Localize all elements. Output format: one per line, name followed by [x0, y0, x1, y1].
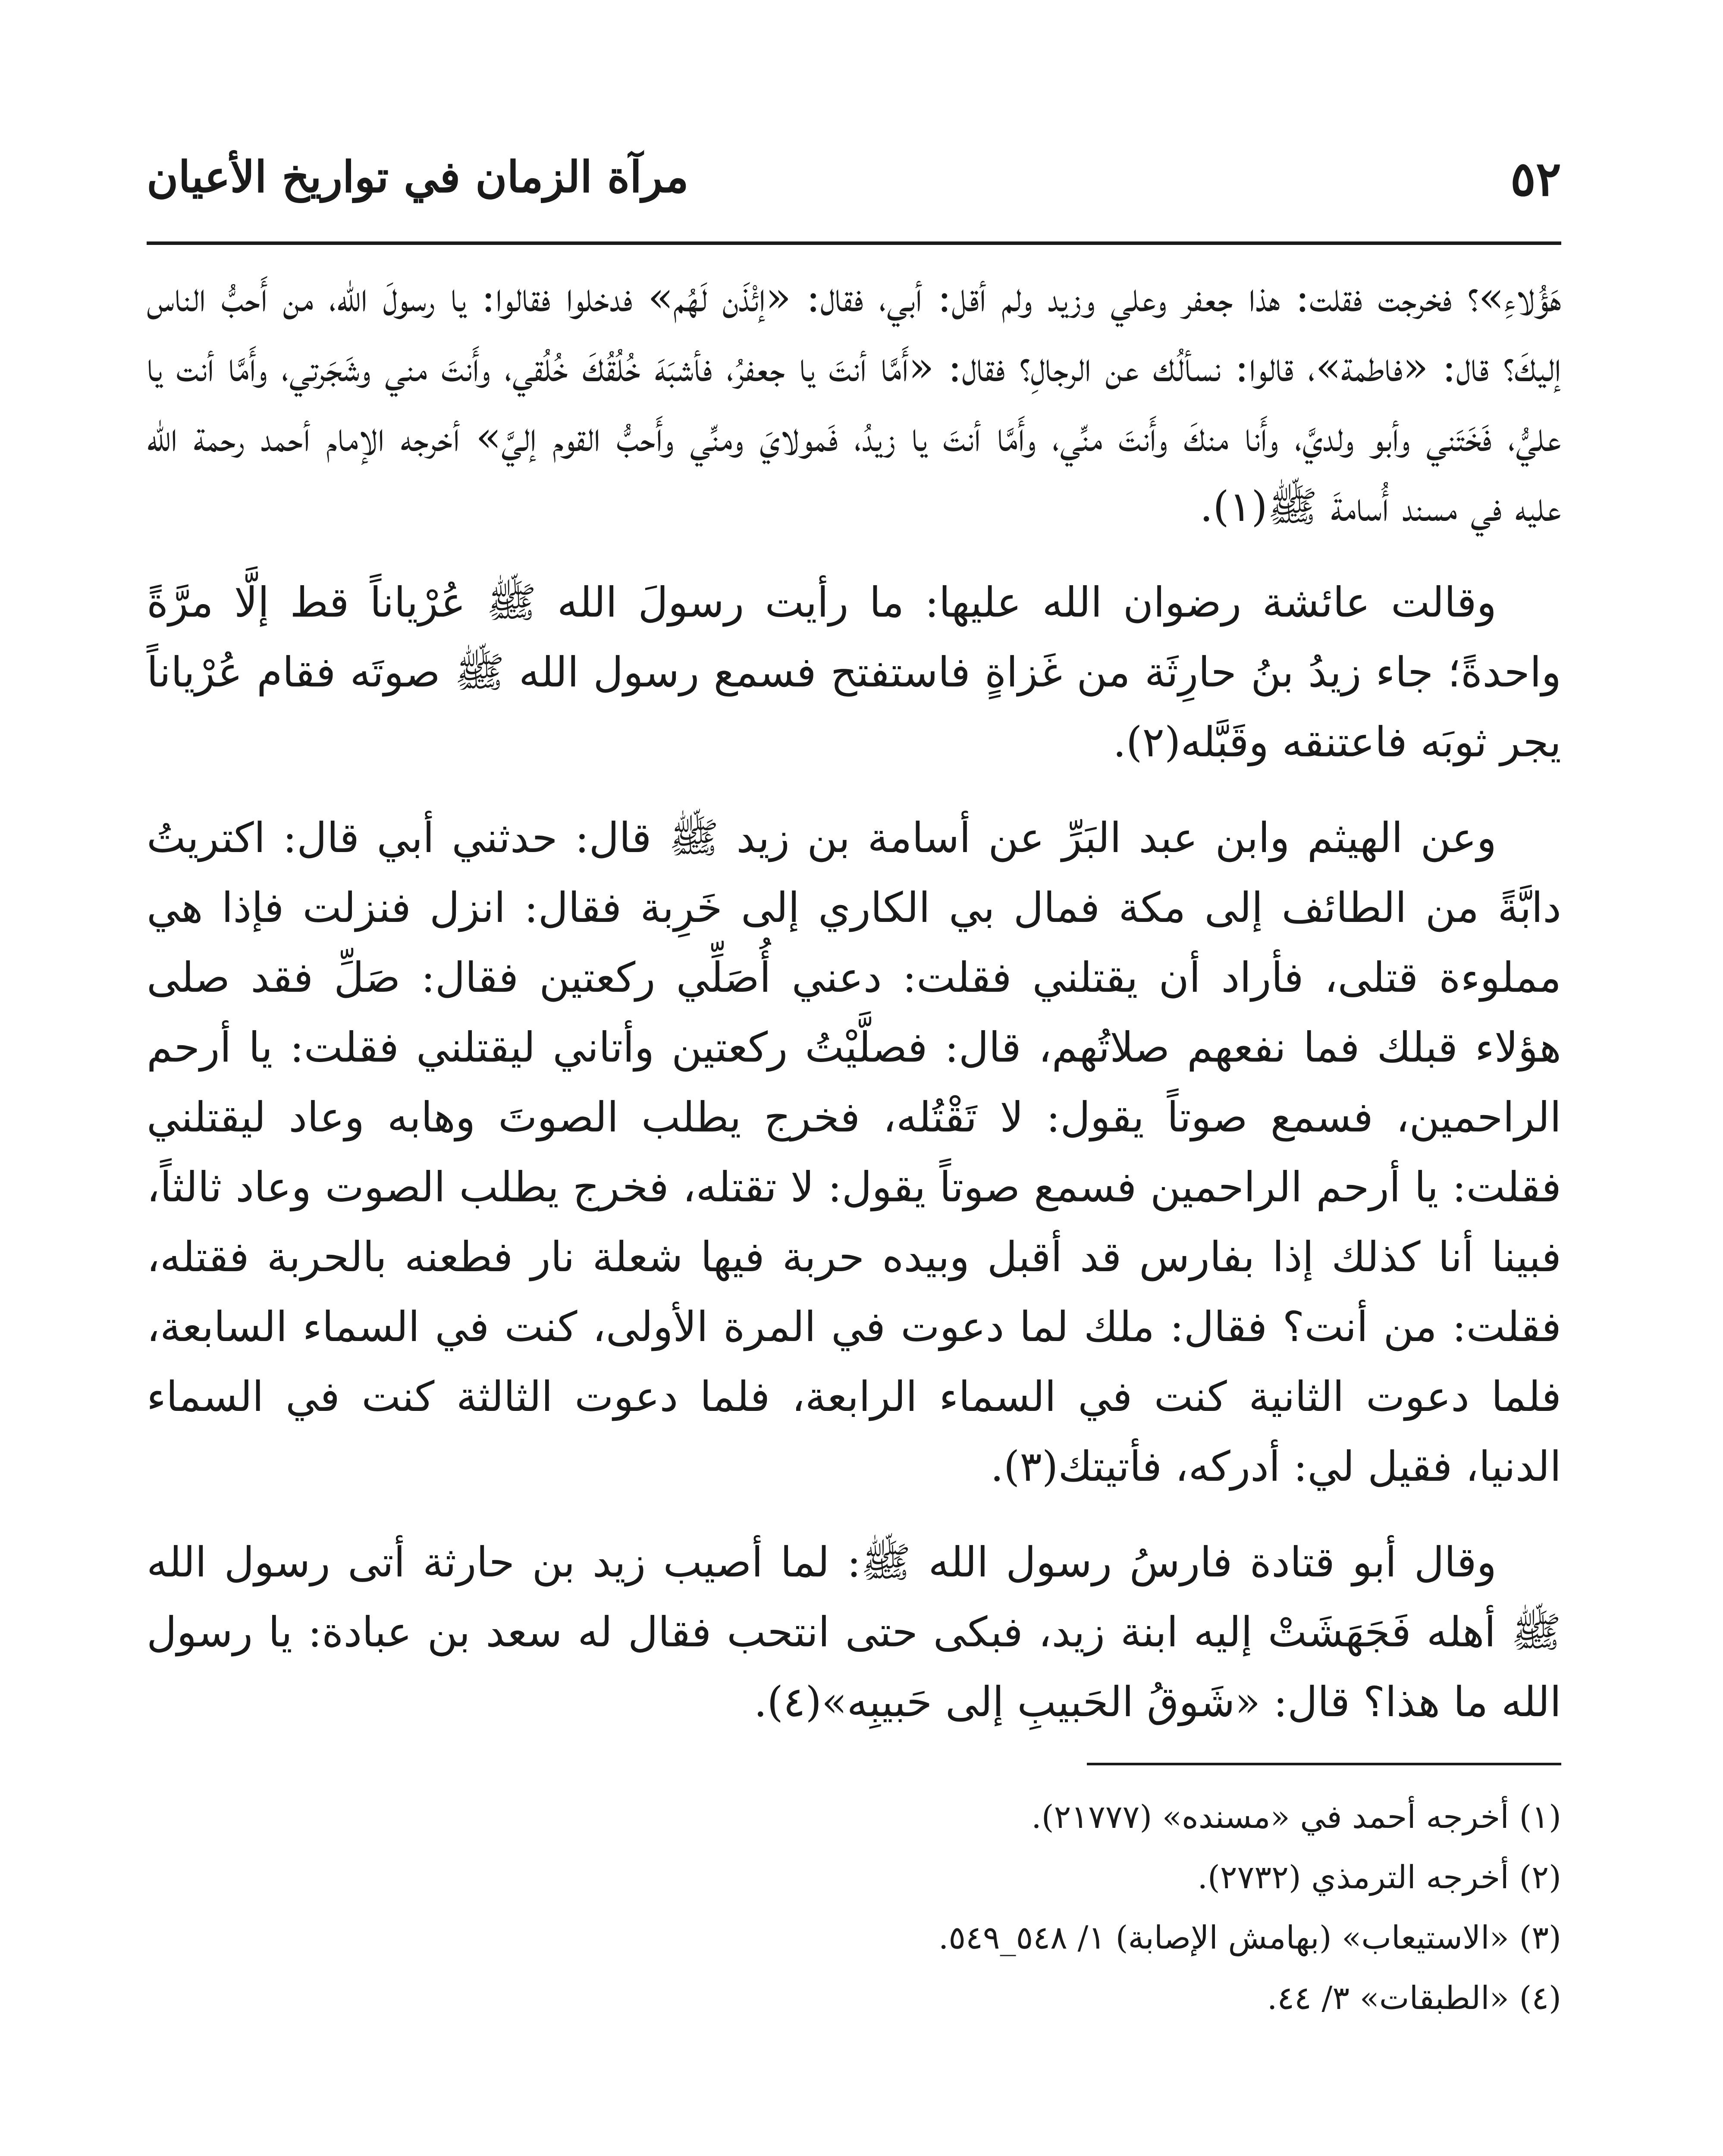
- footnote-separator: [1087, 1763, 1561, 1765]
- paragraph: وعن الهيثم وابن عبد البَرِّ عن أسامة بن زيد ﷺ قال: حدثني أبي قال: اكتريتُ دابَّةً من الطائف إلى مكة فمال بي الكاري إلى خَرِبة فقال: انزل فنزلت فإذا هي مملوءة قتلى، فأراد أن يقتلني فقلت: دعني أُصَلِّي ركعتين فقال: صَلِّ فقد صلى هؤلاء قبلك فما نفعهم صلاتُهم، قال: فصلَّيْتُ ركعتين وأتاني ليقتلني فقلت: يا أرحم الراحمين، فسمع صوتاً يقول: لا تَقْتُله، فخرج يطلب الصوتَ وهابه وعاد ليقتلني فقلت: يا أرحم الراحمين فسمع صوتاً يقول: لا تقتله، فخرج يطلب الصوت وعاد ثالثاً، فبينا أنا كذلك إذا بفارس قد أقبل وبيده حربة فيها شعلة نار فطعنه بالحربة فقتله، فقلت: من أنت؟ فقال: ملك لما دعوت في المرة الأولى، كنت في السماء السابعة، فلما دعوت الثانية كنت في السماء الرابعة، فلما دعوت الثالثة كنت في السماء الدنيا، فقيل لي: أدركه، فأتيتك(٣).: [147, 814, 1562, 1491]
- footnote: (٤) «الطبقات» ٣/ ٤٤.: [1267, 1980, 1561, 2017]
- footnote: (٣) «الاستيعاب» (بهامش الإصابة) ١/ ٥٤٨_٥٤٩.: [938, 1919, 1561, 1956]
- book-page: [147, 138, 1561, 2156]
- page-number: ٥٢: [1510, 151, 1561, 207]
- paragraph: وقال أبو قتادة فارسُ رسول الله ﷺ: لما أصيب زيد بن حارثة أتى رسول الله ﷺ أهله فَجَهَشَتْ إليه ابنة زيد، فبكى حتى انتحب فقال له سعد بن عبادة: يا رسول الله ما هذا؟ قال: «شَوقُ الحَبيبِ إلى حَبيبِه»(٤).: [147, 1538, 1561, 1726]
- page-header: [147, 138, 1561, 245]
- footnotes: [147, 1787, 1561, 2028]
- paragraph: هَؤُلاءِ»؟ فخرجت فقلت: هذا جعفر وعلي وزيد ولم أقل: أبي، فقال: «إئْذَن لَهُم» فدخلوا فقالوا: يا رسولَ الله، من أَحبُّ الناس إليكَ؟ قال: «فاطمة»، قالوا: نسألُك عن الرجالِ؟ فقال: «أَمَّا أنتَ يا جعفرُ، فأشبَهَ خُلُقُكَ خُلُقي، وأَنتَ مني وشَجَرتي، وأَمَّا أنت يا عليُّ، فَخَتَني وأبو ولديَّ، وأَنا منكَ وأَنتَ منِّي، وأَمَّا أنتَ يا زيدُ، فَمولايَ ومنِّي وأَحبُّ القوم إليَّ» أخرجه الإمام أحمد رحمة الله عليه في مسند أُسامةَ ﷺ(١).: [147, 273, 1562, 531]
- running-title: مرآة الزمان في تواريخ الأعيان: [147, 151, 689, 202]
- footnote: (٢) أخرجه الترمذي (٢٧٣٢).: [1197, 1859, 1561, 1896]
- footnote: (١) أخرجه أحمد في «مسنده» (٢١٧٧٧).: [1031, 1799, 1561, 1836]
- main-text: [147, 262, 1561, 1737]
- paragraph: وقالت عائشة رضوان الله عليها: ما رأيت رسولَ الله ﷺ عُرْياناً قط إلَّا مرَّةً واحدةً؛ جاء زيدُ بنُ حارِثَة من غَزاةٍ فاستفتح فسمع رسول الله ﷺ صوتَه فقام عُرْياناً يجر ثوبَه فاعتنقه وقَبَّله(٢).: [147, 578, 1561, 766]
